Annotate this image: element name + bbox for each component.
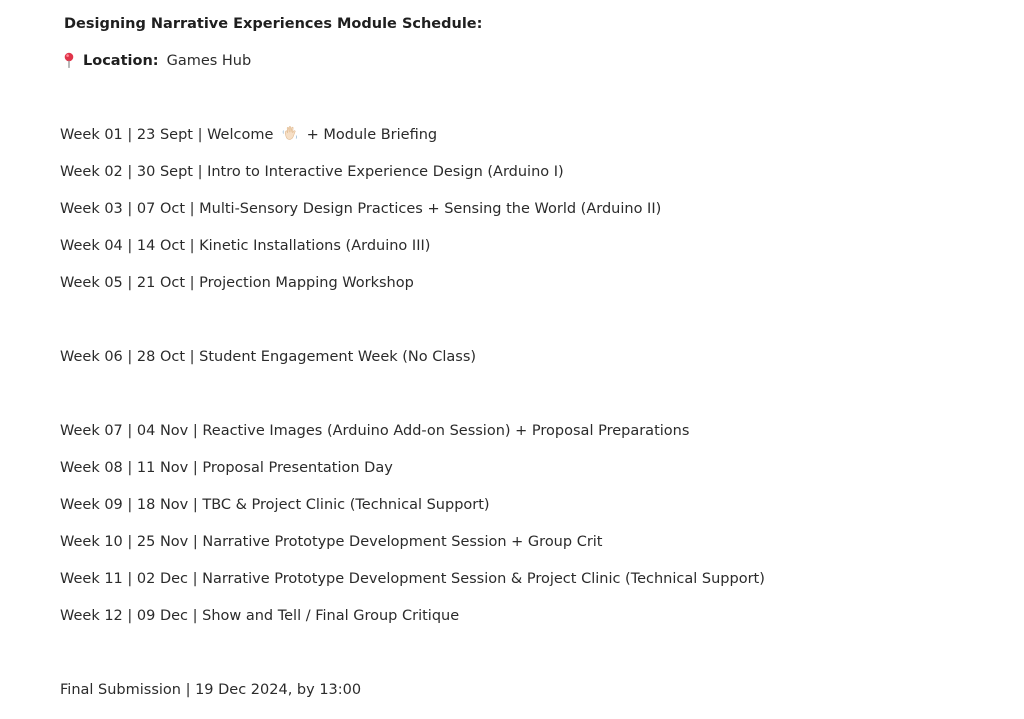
location-value: Games Hub	[166, 53, 252, 69]
schedule-line-week-11: Week 11 | 02 Dec | Narrative Prototype Development Session & Project Clinic (Technical Support)	[60, 571, 765, 587]
page-title: Designing Narrative Experiences Module Schedule:	[64, 16, 483, 32]
schedule-line-week-04: Week 04 | 14 Oct | Kinetic Installations (Arduino III)	[60, 238, 431, 254]
waving-hand-icon	[281, 124, 299, 142]
schedule-line-week-05: Week 05 | 21 Oct | Projection Mapping Workshop	[60, 275, 414, 291]
schedule-line-week-10: Week 10 | 25 Nov | Narrative Prototype Development Session + Group Crit	[60, 534, 603, 550]
schedule-line-week-01	[60, 124, 437, 146]
location-line	[60, 50, 251, 72]
location-label: Location:	[83, 53, 159, 69]
schedule-line-week-02: Week 02 | 30 Sept | Intro to Interactive Experience Design (Arduino I)	[60, 164, 564, 180]
schedule-line-week-08: Week 08 | 11 Nov | Proposal Presentation Day	[60, 460, 393, 476]
final-submission-line: Final Submission | 19 Dec 2024, by 13:00	[60, 682, 362, 698]
schedule-line-week-06: Week 06 | 28 Oct | Student Engagement Week (No Class)	[60, 349, 477, 365]
schedule-line-week-07: Week 07 | 04 Nov | Reactive Images (Arduino Add-on Session) + Proposal Preparations	[60, 423, 690, 439]
round-pushpin-icon	[60, 51, 78, 69]
week-01-text-after: + Module Briefing	[306, 127, 438, 143]
schedule-line-week-03: Week 03 | 07 Oct | Multi-Sensory Design Practices + Sensing the World (Arduino II)	[60, 201, 662, 217]
schedule-line-week-09: Week 09 | 18 Nov | TBC & Project Clinic (Technical Support)	[60, 497, 490, 513]
week-01-text-before: Week 01 | 23 Sept | Welcome	[60, 127, 274, 143]
schedule-line-week-12: Week 12 | 09 Dec | Show and Tell / Final Group Critique	[60, 608, 460, 624]
